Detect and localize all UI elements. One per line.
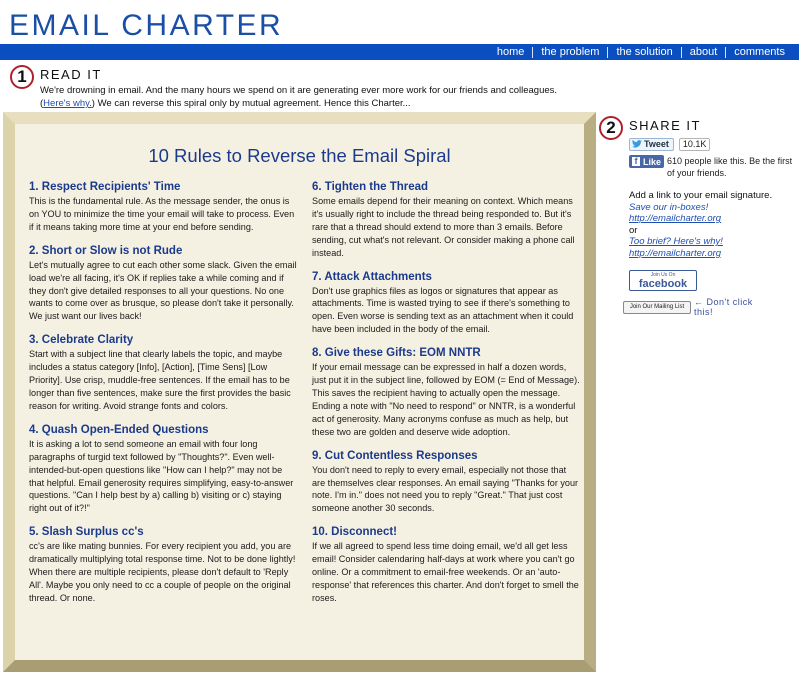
- share-it-heading: SHARE IT: [629, 118, 701, 133]
- nav-comments[interactable]: comments: [734, 46, 785, 58]
- like-label: Like: [643, 156, 662, 167]
- charter-url-link-1[interactable]: http://emailcharter.org: [629, 213, 722, 224]
- rule-title: 9. Cut Contentless Responses: [312, 449, 478, 462]
- rule-title: 6. Tighten the Thread: [312, 181, 429, 193]
- signature-intro: Add a link to your email signature.: [629, 190, 773, 201]
- site-title: EMAIL CHARTER: [9, 9, 284, 42]
- rule-title: 3. Celebrate Clarity: [29, 334, 134, 347]
- rule-item: [29, 180, 297, 234]
- tweet-row: [629, 137, 794, 151]
- nav-the-solution[interactable]: the solution: [616, 46, 673, 58]
- join-us-on-label: Join Us On: [650, 271, 676, 278]
- rule-body: Don't use graphics files as logos or signatures that appear as attachments. Time is wasted trying to see if there's something to open. Even worse is sending text as an attachment when it could have been included in the body of the email.: [312, 285, 574, 335]
- rule-item: [312, 449, 580, 516]
- tweet-button[interactable]: [629, 138, 674, 151]
- rule-item: [29, 333, 297, 413]
- mailing-list-button[interactable]: Join Our Mailing List: [623, 301, 691, 314]
- rule-body: Start with a subject line that clearly labels the topic, and maybe includes a status category [Info], [Action], [Time Sens] [Low Priority]. Use crisp, muddle-free sentences. If the email has to be longer than five sentences, make sure the first provides the basic reason for writing. Avoid strange fonts and colors.: [29, 349, 291, 411]
- rule-body: This is the fundamental rule. As the message sender, the onus is on YOU to minimize the time your email will take to process. Even if it means taking more time at your end before sending.: [29, 196, 295, 232]
- rule-body: If your email message can be expressed in half a dozen words, just put it in the subject line, followed by EOM (= End of Message). This saves the recipient having to actually open the message. Ending a note with "No need to respond" or NNTR, is a wonderful act of generosity. Many acronyms confuse as much as help, but these two are golden and deserve wide adoption.: [312, 362, 580, 437]
- or-text: or: [629, 224, 638, 236]
- rule-body: You don't need to reply to every email, especially not those that are themselves clear responses. An email saying "Thanks for your note. I'm in." does not need you to reply "Great." That just cost someone another 30 seconds.: [312, 464, 579, 514]
- intro-line-1: We're drowning in email. And the many hours we spend on it are generating ever more work for our friends and colleagues.: [40, 85, 558, 96]
- signature-links: [629, 190, 794, 259]
- rule-item: [312, 270, 580, 337]
- nav-home[interactable]: home: [496, 46, 525, 58]
- rules-frame: [3, 112, 596, 672]
- twitter-bird-icon: [632, 140, 642, 148]
- intro-line-2: (Here's why.) We can reverse this spiral only by mutual agreement. Hence this Charter...: [40, 98, 411, 109]
- rule-body: cc's are like mating bunnies. For every recipient you add, you are dramatically multiplying total response time. Not to be done lightly! When there are multiple recipients, please don't default to 'Reply All'. Maybe you only need to cc a couple of people on the original thread. Or none.: [29, 541, 296, 603]
- dont-click-note: ← Don't click this!: [694, 297, 753, 317]
- tweet-label: Tweet: [644, 139, 669, 149]
- rule-item: [312, 346, 580, 438]
- rule-title: 5. Slash Surplus cc's: [29, 526, 144, 539]
- rules-title: 10 Rules to Reverse the Email Spiral: [148, 145, 451, 166]
- rule-title: 7. Attack Attachments: [312, 270, 432, 283]
- rule-body: Some emails depend for their meaning on context. Which means it's usually right to include the thread being responded to. But it's rare that a thread should extend to more than 3 emails. Before sending, cut what's not relevant. Or consider making a phone call instead.: [312, 196, 575, 258]
- step-one-badge: 1: [10, 65, 34, 89]
- intro-text: [40, 84, 580, 110]
- rule-item: [29, 244, 297, 324]
- rule-item: [29, 423, 297, 515]
- rule-title: 2. Short or Slow is not Rude: [29, 244, 183, 257]
- facebook-like-button[interactable]: [629, 155, 664, 168]
- rule-body: If we all agreed to spend less time doing email, we'd all get less email! Consider calendaring half-days at work where you can't go online. Or a commitment to email-free weekends. Or an 'auto-response' that references this charter. And don't forget to smell the roses.: [312, 541, 579, 603]
- join-facebook-button[interactable]: [629, 270, 697, 291]
- read-it-heading: READ IT: [40, 67, 102, 82]
- rule-title: 10. Disconnect!: [312, 526, 397, 539]
- rule-title: 4. Quash Open-Ended Questions: [29, 423, 209, 436]
- like-count-text: 610 people like this. Be the first of your friends.: [667, 156, 793, 178]
- share-widgets: [629, 137, 794, 179]
- facebook-wordmark: facebook: [638, 277, 688, 290]
- too-brief-link[interactable]: Too brief? Here's why!: [629, 236, 723, 247]
- rules-column-left: [29, 180, 297, 615]
- facebook-icon: f: [632, 157, 640, 166]
- heres-why-link[interactable]: Here's why.: [43, 98, 92, 109]
- rules-panel: [15, 124, 584, 660]
- rule-title: 1. Respect Recipients' Time: [29, 181, 181, 193]
- rule-body: It is asking a lot to send someone an email with four long paragraphs of turgid text followed by "Thoughts?". Even well-intended-but-open questions like "How can I help?" may not be that helpful. Email generosity requires simplifying, easy-to-answer questions. "Can I help best by a) calling b) visiting or c) staying right out of it?!": [29, 438, 294, 514]
- rules-column-right: [312, 180, 580, 615]
- facebook-like-row: [629, 155, 794, 179]
- tweet-count: 10.1K: [679, 138, 711, 151]
- nav-bar: [0, 44, 799, 60]
- step-two-badge: 2: [599, 116, 623, 140]
- charter-url-link-2[interactable]: http://emailcharter.org: [629, 247, 722, 259]
- rule-title: 8. Give these Gifts: EOM NNTR: [312, 347, 481, 360]
- rule-item: [312, 525, 580, 605]
- rule-item: [312, 180, 580, 260]
- nav-the-problem[interactable]: the problem: [541, 46, 600, 58]
- nav-about[interactable]: about: [689, 46, 718, 58]
- save-inboxes-link[interactable]: Save our in-boxes!: [629, 201, 709, 213]
- intro-line-2-rest: We can reverse this spiral only by mutual agreement. Hence this Charter...: [94, 98, 411, 109]
- rule-body: Let's mutually agree to cut each other some slack. Given the email load we're all facing, it's OK if replies take a while coming and if they don't give detailed responses to all your questions. No one wants to come over as brusque, so please don't take it personally. We just want our lives back!: [29, 259, 297, 322]
- rule-item: [29, 525, 297, 605]
